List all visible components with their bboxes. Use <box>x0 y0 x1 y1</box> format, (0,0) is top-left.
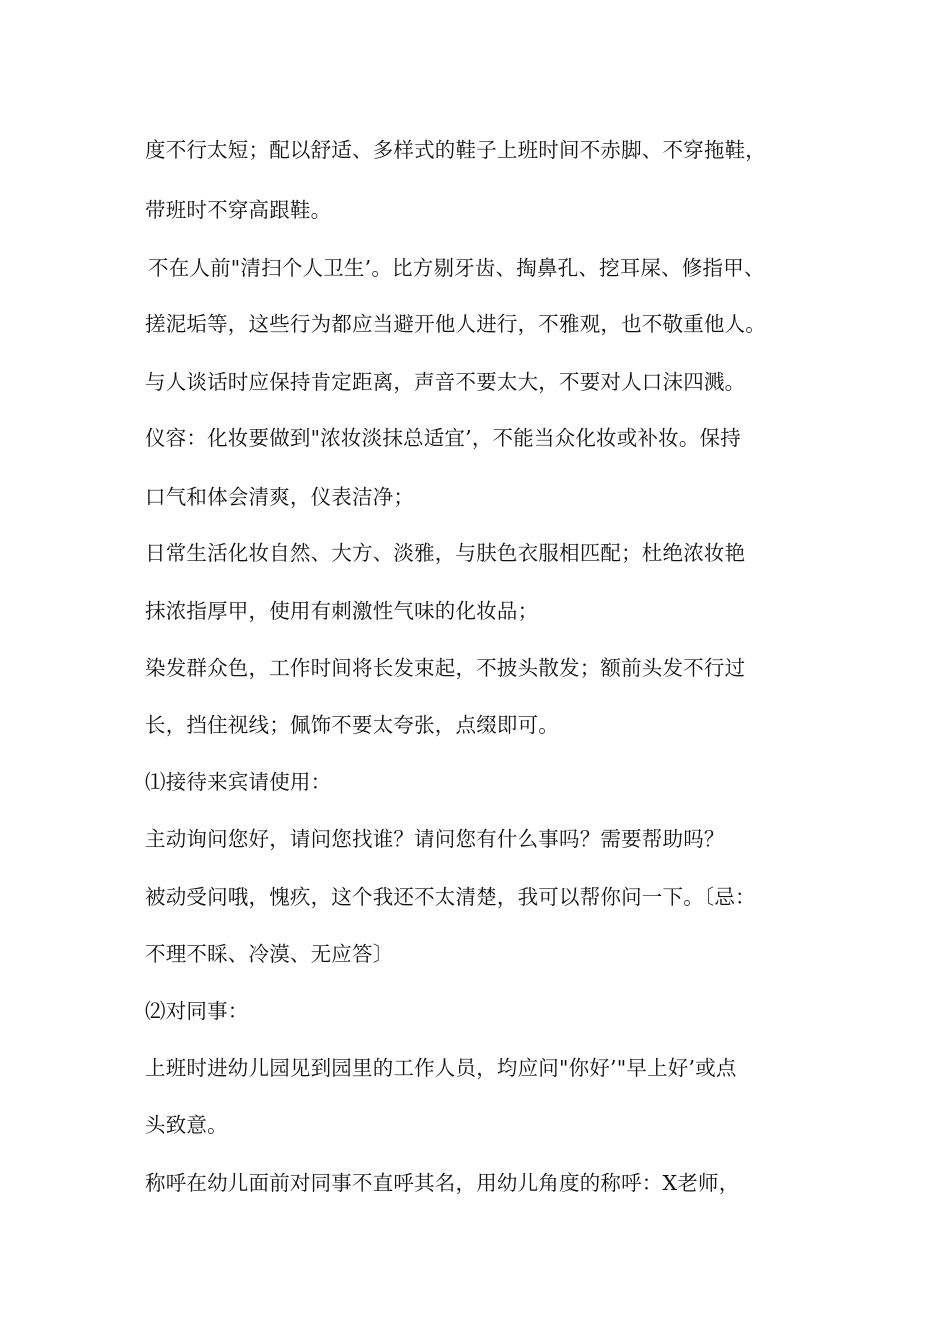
text-line: 日常生活化妆自然、大方、淡雅，与肤色衣服相匹配；杜绝浓妆艳 <box>145 541 746 565</box>
text-line: 主动询问您好，请问您找谁？请问您有什么事吗？需要帮助吗？ <box>145 827 725 851</box>
text-line: 与人谈话时应保持肯定距离，声音不要太大，不要对人口沫四溅。 <box>145 370 746 394</box>
text-line: 仪容：化妆要做到"浓妆淡抹总适宜’，不能当众化妆或补妆。保持 <box>145 426 741 450</box>
text-line: ⑵对同事： <box>145 999 249 1023</box>
text-line: 不在人前"清扫个人卫生’。比方剔牙齿、掏鼻孔、挖耳屎、修指甲、 <box>148 256 765 280</box>
text-line: 搓泥垢等，这些行为都应当避开他人进行，不雅观，也不敬重他人。 <box>145 312 766 336</box>
text-line: 被动受问哦，愧疚，这个我还不太清楚，我可以帮你问一下。〔忌： <box>145 885 756 909</box>
text-line: 长，挡住视线；佩饰不要太夸张，点缀即可。 <box>145 713 559 737</box>
text-line: 称呼在幼儿面前对同事不直呼其名，用幼儿角度的称呼：X老师， <box>145 1171 740 1195</box>
text-line: ⑴接待来宾请使用： <box>145 770 332 794</box>
text-line: 口气和体会清爽，仪表洁净； <box>145 485 415 509</box>
text-line: 抹浓指厚甲，使用有刺激性气味的化妆品； <box>145 599 539 623</box>
text-line: 染发群众色，工作时间将长发束起，不披头散发；额前头发不行过 <box>145 656 746 680</box>
text-line: 带班时不穿高跟鞋。 <box>145 198 332 222</box>
text-line: 上班时进幼儿园见到园里的工作人员，均应问"你好’"早上好’或点 <box>145 1056 737 1080</box>
text-line: 头致意。 <box>145 1113 228 1137</box>
text-line: 不理不睬、冷漠、无应答〕 <box>145 942 394 966</box>
text-line: 度不行太短；配以舒适、多样式的鞋子上班时间不赤脚、不穿拖鞋， <box>145 138 766 162</box>
